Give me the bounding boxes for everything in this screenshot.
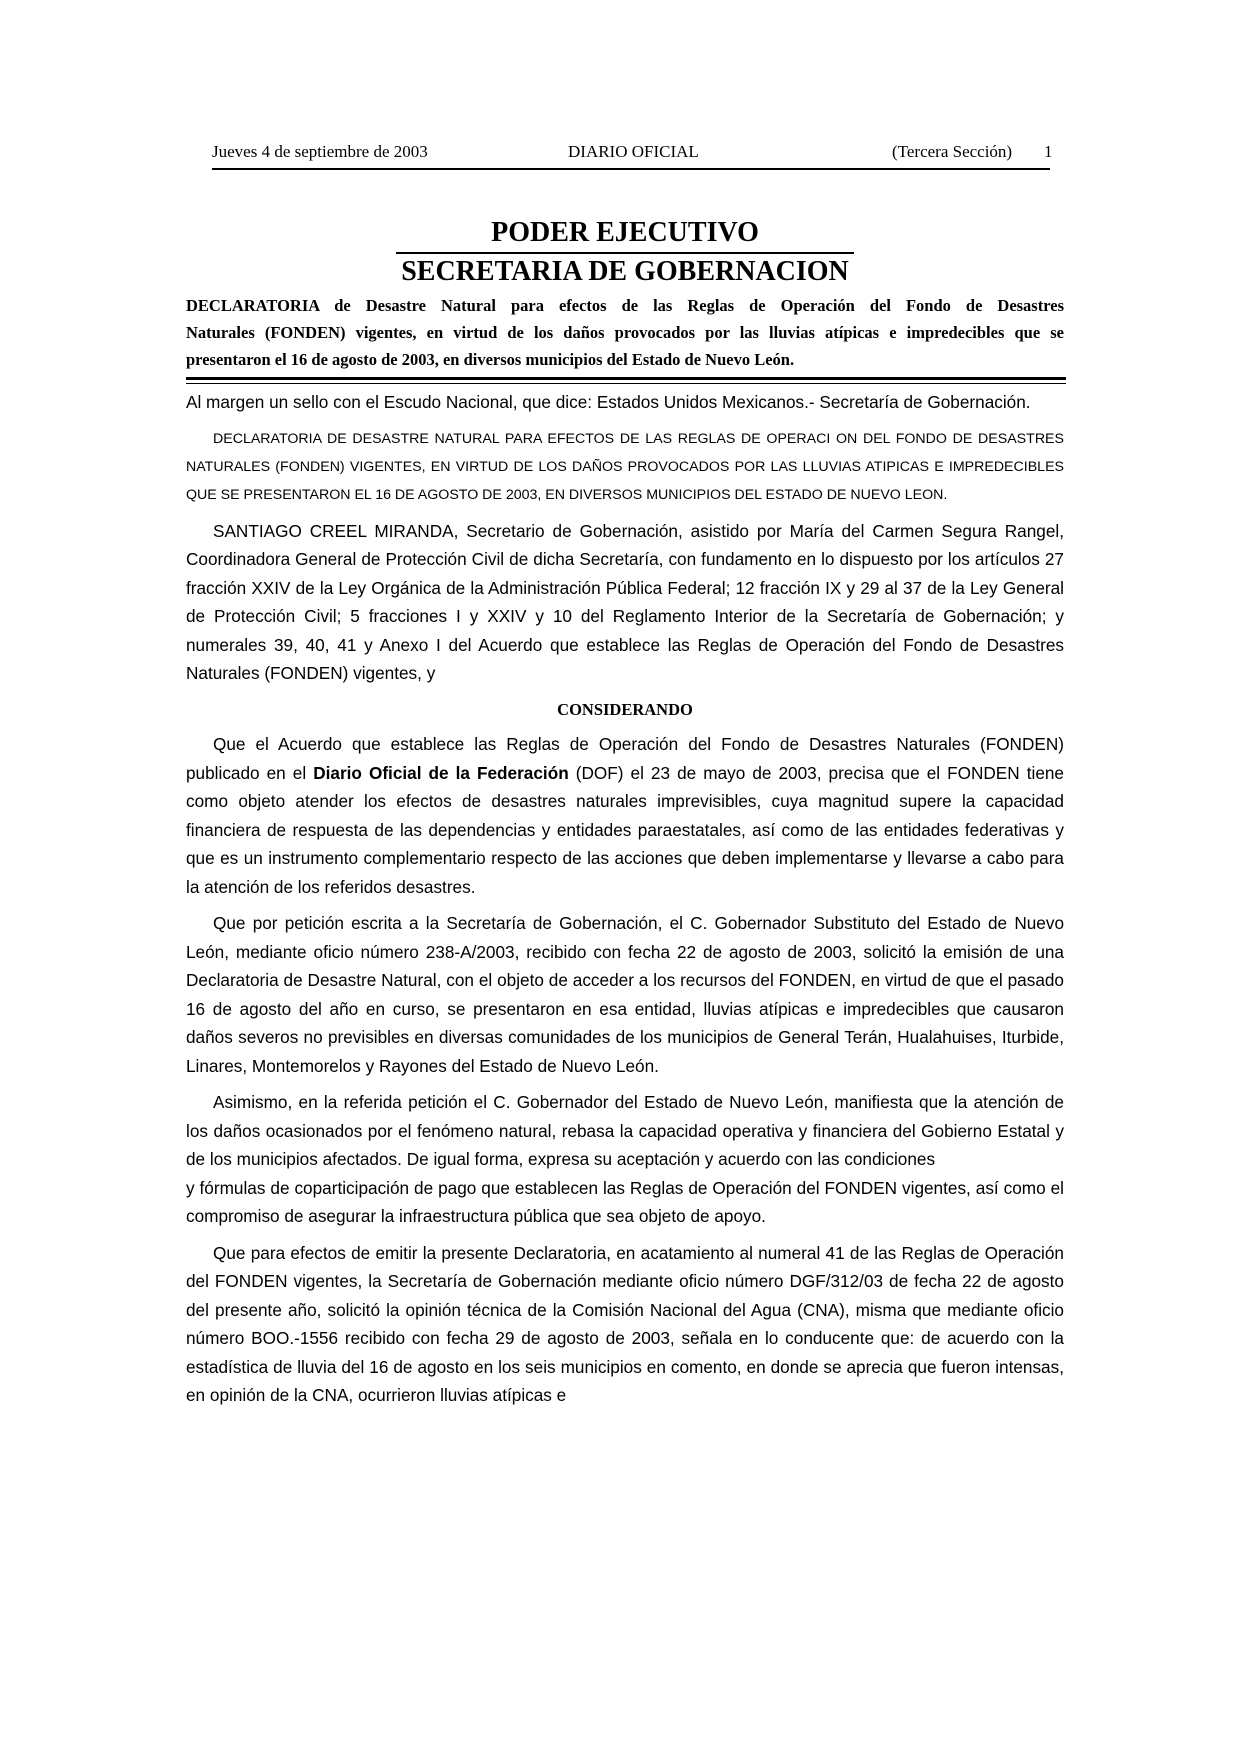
paragraph-3-cont: y fórmulas de coparticipación de pago que establecen las Reglas de Operación del FONDEN vigentes, así como el compromiso de asegurar la infraestructura pública que sea objeto de apoyo. xyxy=(186,1177,1064,1226)
paragraph-1-text-cont: (DOF) el 23 de mayo de 2003, precisa que el FONDEN tiene como objeto atender los efectos de desastres naturales imprevisibles, cuya magnitud supere la capacidad financiera de respuesta de las dependencias y entidades paraestatales, así como de las entidades federativas y que es un instrumento complementario respecto de las acciones que deben implementarse y llevarse a cabo para la atención de los referidos desastres. xyxy=(186,762,1064,897)
title-divider xyxy=(186,377,1066,380)
paragraph-3: Asimismo, en la referida petición el C. Gobernador del Estado de Nuevo León, manifiesta que la atención de los daños ocasionados por el fenómeno natural, rebasa la capacidad operativa y financiera del Gobierno Estatal y de los municipios afectados. De igual forma, expresa su aceptación y acuerdo con las condiciones xyxy=(186,1092,1064,1169)
header-newspaper: DIARIO OFICIAL xyxy=(568,142,699,161)
declaration-title-line: presentaron el 16 de agosto de 2003, en diversos municipios del Estado de Nuevo León. xyxy=(186,350,795,369)
document-body xyxy=(186,388,1064,1418)
title-ministry: SECRETARIA DE GOBERNACION xyxy=(401,256,849,287)
header-section: (Tercera Sección) xyxy=(892,142,1013,161)
paragraph-1-text: Que el Acuerdo que establece las Reglas de Operación del Fondo de Desastres Naturales (FONDEN) publicado en el xyxy=(186,734,1064,783)
title-branch: PODER EJECUTIVO xyxy=(396,216,854,254)
caps-title: DECLARATORIA DE DESASTRE NATURAL PARA EFECTOS DE LAS REGLAS DE OPERACI ON DEL FONDO DE DESASTRES NATURALES (FONDEN) VIGENTES, EN VIRTUD DE LOS DAÑOS PROVOCADOS POR LAS LLUVIAS ATIPICAS E IMPREDECIBLES QUE SE PRESENTARON EL 16 DE AGOSTO DE 2003, EN DIVERSOS MUNICIPIOS DEL ESTADO DE NUEVO LEON. xyxy=(186,430,1064,503)
intro-paragraph: SANTIAGO CREEL MIRANDA, Secretario de Gobernación, asistido por María del Carmen Segura Rangel, Coordinadora General de Protección Civil de dicha Secretaría, con fundamento en lo dispuesto por los artículos 27 fracción XXIV de la Ley Orgánica de la Administración Pública Federal; 12 fracción IX y 29 al 37 de la Ley General de Protección Civil; 5 fracciones I y XXIV y 10 del Reglamento Interior de la Secretaría de Gobernación; y numerales 39, 40, 41 y Anexo I del Acuerdo que establece las Reglas de Operación del Fondo de Desastres Naturales (FONDEN) vigentes, y xyxy=(186,520,1064,683)
declaration-title xyxy=(186,292,1064,373)
paragraph-4: Que para efectos de emitir la presente Declaratoria, en acatamiento al numeral 41 de las Reglas de Operación del FONDEN vigentes, la Secretaría de Gobernación mediante oficio número DGF/312/03 de fecha 22 de agosto del presente año, solicitó la opinión técnica de la Comisión Nacional del Agua (CNA), misma que mediante oficio número BOO.-1556 recibido con fecha 29 de agosto de 2003, señala en lo conducente que: de acuerdo con la estadística de lluvia del 16 de agosto en los seis municipios en comento, en donde se aprecia que fueron intensas, en opinión de la CNA, ocurrieron lluvias atípicas e xyxy=(186,1242,1064,1405)
declaration-title-line: Naturales (FONDEN) vigentes, en virtud de los daños provocados por las lluvias atípicas e impredecibles que se xyxy=(186,323,1064,342)
header-page-number: 1 xyxy=(1044,142,1053,161)
title-divider-thin xyxy=(186,383,1066,384)
dof-reference: Diario Oficial de la Federación xyxy=(313,762,569,783)
titles-block xyxy=(396,216,854,290)
paragraph-1 xyxy=(186,730,1064,901)
declaration-title-line: DECLARATORIA de Desastre Natural para efectos de las Reglas de Operación del Fondo de Desastres xyxy=(186,296,1064,315)
margin-note: Al margen un sello con el Escudo Nacional, que dice: Estados Unidos Mexicanos.- Secretaría de Gobernación. xyxy=(186,392,1031,412)
page-header xyxy=(212,142,1053,170)
paragraph-2: Que por petición escrita a la Secretaría de Gobernación, el C. Gobernador Substituto del Estado de Nuevo León, mediante oficio número 238-A/2003, recibido con fecha 22 de agosto de 2003, solicitó la emisión de una Declaratoria de Desastre Natural, con el objeto de acceder a los recursos del FONDEN, en virtud de que el pasado 16 de agosto del año en curso, se presentaron en esa entidad, lluvias atípicas e impredecibles que causaron daños severos no previsibles en diversas comunidades de los municipios de General Terán, Hualahuises, Iturbide, Linares, Montemorelos y Rayones del Estado de Nuevo León. xyxy=(186,913,1064,1076)
header-date: Jueves 4 de septiembre de 2003 xyxy=(212,142,428,161)
considerando-heading: CONSIDERANDO xyxy=(557,699,693,719)
